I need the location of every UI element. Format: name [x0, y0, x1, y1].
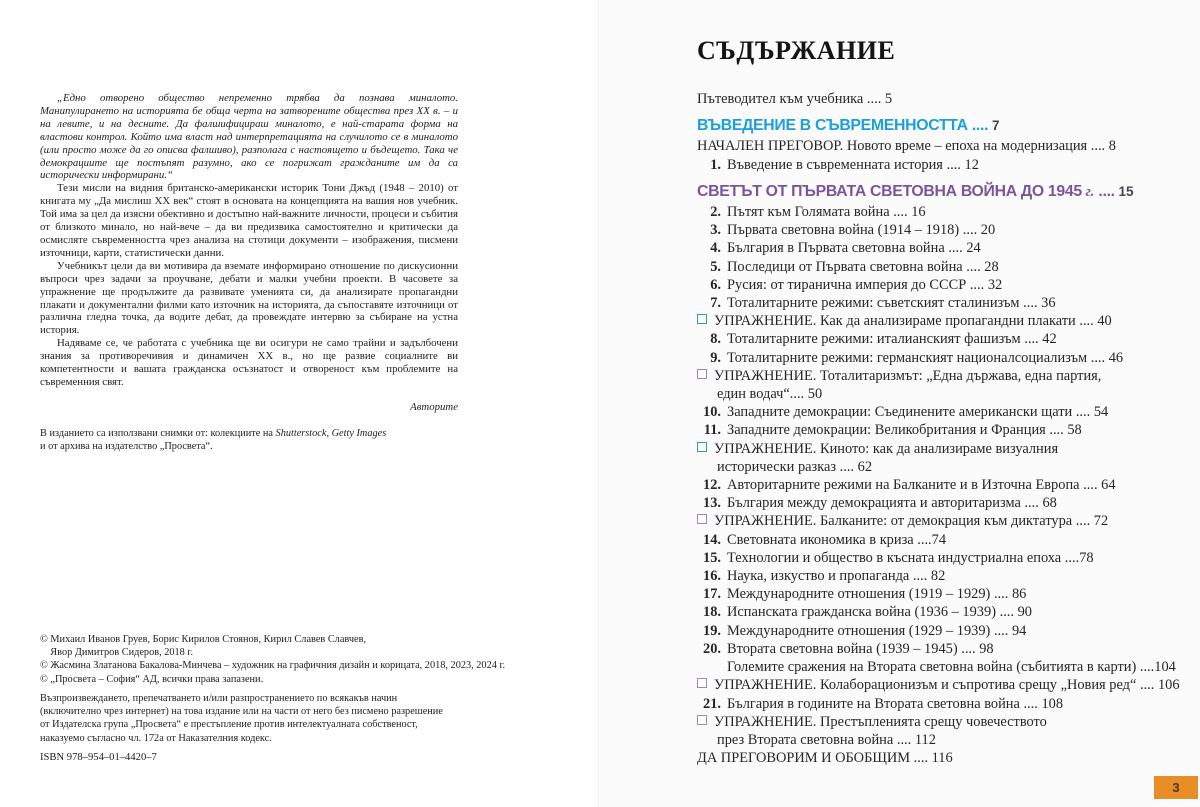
isbn: ISBN 978–954–01–4420–7 — [40, 752, 157, 763]
toc-page-number: 86 — [1011, 586, 1027, 603]
toc-exercise-row — [697, 312, 1175, 330]
toc-item-title: ДА ПРЕГОВОРИМ И ОБОБЩИМ — [697, 750, 911, 767]
toc-item-title: България в Първата световна война — [727, 240, 945, 257]
toc-row — [697, 90, 1175, 108]
toc-row — [697, 137, 1175, 155]
exercise-square-icon — [697, 369, 707, 379]
dots: .... — [1136, 677, 1158, 694]
toc-page-number: 72 — [1093, 513, 1109, 530]
toc-item-title: Западните демокрации: Съединените американски щати — [727, 404, 1073, 421]
toc-page-number: 68 — [1042, 495, 1057, 512]
toc-title: СЪДЪРЖАНИЕ — [697, 36, 896, 65]
dots: .... — [966, 276, 988, 293]
toc-item-title: Международните отношения (1919 – 1929) — [727, 586, 991, 603]
toc-item-title: Втората световна война (1939 – 1945) — [727, 640, 958, 657]
toc-page-number: 46 — [1108, 349, 1124, 366]
toc-item-title: Тоталитарните режими: германският националсоциализъм — [727, 349, 1088, 366]
dots: .... — [913, 531, 932, 548]
toc-row — [697, 567, 1175, 585]
toc-item-title: Световната икономика в криза — [727, 531, 914, 548]
toc-row — [697, 549, 1175, 567]
toc-row — [697, 585, 1175, 603]
toc-item-title: Наука, изкуство и пропаганда — [727, 568, 910, 585]
toc-list — [697, 90, 1180, 767]
toc-item-title: Пътят към Голямата война — [727, 204, 890, 221]
dots: .... — [1072, 513, 1094, 530]
exercise-square-icon — [697, 314, 707, 324]
dots: .... — [863, 91, 885, 107]
dots: .... — [1072, 404, 1094, 421]
toc-item-number: 20. — [703, 640, 721, 657]
toc-row — [697, 749, 1175, 767]
toc-item-number: 15. — [703, 549, 721, 566]
toc-item-title: УПРАЖНЕНИЕ. Как да анализираме пропагандни плакати — [714, 313, 1076, 330]
dots: .... — [1087, 138, 1109, 155]
credits-agencies: Shutterstock, Getty Images — [275, 428, 387, 439]
toc-page-number: 58 — [1067, 422, 1082, 439]
dots: .... — [957, 640, 980, 657]
toc-page-number: 40 — [1097, 313, 1112, 330]
intro-paragraph: Тези мисли на видния британско-американски историк Тони Джъд (1948 – 2010) от книгата му „Да мислиш ХХ век“ стоят в основата на концепцията на вашия нов учебник. Той има за цел да изясни обективно и достъпно най-важните личности, процеси и събития от близкото минало, но най-вече – да ви предизвика самостоятелно и критически да осмисляте съвременността чрез анализа на стотици документи – изображения, писмени източници, карти, статистически данни. — [40, 182, 458, 259]
toc-item-title: УПРАЖНЕНИЕ. Балканите: от демокрация към диктатура — [714, 513, 1073, 530]
toc-exercise-row — [697, 512, 1175, 530]
copyright-block — [40, 633, 505, 686]
exercise-square-icon — [697, 442, 707, 452]
toc-exercise-row — [697, 440, 1175, 476]
section-title: ВЪВЕДЕНИЕ В СЪВРЕМЕННОСТТА — [697, 117, 968, 135]
toc-row — [697, 658, 1175, 676]
toc-row — [697, 421, 1175, 439]
toc-item-number: 17. — [703, 586, 721, 603]
photo-credits-line: и от архива на издателство „Просвета“. — [40, 441, 213, 452]
intro-paragraph: Учебникът цели да ви мотивира да вземате информирано отношение по дискусионни въпроси чрез задачи за проучване, дебати и малки учебни проекти. В часовете за упражнение ще продължите да развивате уменията си, да анализирате пропагандни плакати и документални филми като източник на историята, да съпоставяте източници от различна гледна точка, да водите дебат, да провеждате интервю за събиране на устна история. — [40, 259, 458, 337]
toc-item-number: 12. — [703, 477, 721, 494]
toc-item-number: 19. — [703, 622, 721, 639]
toc-row — [697, 239, 1175, 257]
toc-page-number: 94 — [1011, 622, 1027, 639]
toc-item-number: 1. — [710, 156, 721, 173]
toc-item-number: 6. — [710, 276, 721, 293]
toc-section-header — [697, 183, 1175, 201]
toc-page-number: 24 — [966, 240, 981, 257]
page-number-badge: 3 — [1154, 776, 1198, 799]
exercise-square-icon — [697, 678, 707, 688]
toc-page-number: 116 — [931, 750, 953, 767]
toc-item-number: 16. — [703, 568, 721, 585]
toc-page-number: 74 — [931, 531, 947, 548]
toc-row — [697, 476, 1175, 494]
toc-page-number: 50 — [807, 386, 823, 403]
legal-line: (включително чрез интернет) на това издание или на части от него без писмено разрешение — [40, 706, 443, 718]
toc-page-number: 5 — [884, 91, 893, 107]
toc-row — [697, 294, 1175, 312]
dots: .... — [1079, 477, 1102, 494]
toc-page-number: 78 — [1079, 549, 1094, 566]
toc-item-title: УПРАЖНЕНИЕ. Киното: как да анализираме визуалния — [714, 440, 1059, 457]
dots: .... — [990, 622, 1012, 639]
toc-page-number: 54 — [1093, 404, 1109, 421]
dots: .... — [959, 222, 981, 239]
toc-page-number: 82 — [930, 568, 946, 585]
toc-row — [697, 156, 1175, 174]
toc-page-number: 64 — [1101, 477, 1116, 494]
copyright-line: © „Просвета – София“ АД, всички права запазени. — [40, 673, 264, 685]
toc-item-title: УПРАЖНЕНИЕ. Колаборационизъм и съпротива срещу „Новия ред“ — [714, 677, 1137, 694]
dots: .... — [996, 604, 1018, 621]
toc-item-title: НАЧАЛЕН ПРЕГОВОР. Новото време – епоха на модернизация — [697, 138, 1088, 155]
toc-item-title-cont: един водач“ — [717, 386, 790, 403]
toc-page-number: 106 — [1157, 677, 1180, 694]
toc-item-number: 7. — [710, 295, 721, 312]
toc-exercise-row — [697, 713, 1175, 749]
toc-item-title: Испанската гражданска война (1936 – 1939) — [727, 604, 996, 621]
toc-item-number: 4. — [710, 240, 721, 257]
toc-section-header — [697, 117, 1175, 135]
photo-credits-line — [40, 427, 386, 440]
dots: .... — [967, 117, 989, 135]
dots: .... — [789, 386, 808, 403]
legal-line: от Издателска група „Просвета“ е престъпление против интелектуалната собственост, — [40, 719, 418, 731]
legal-line: наказуемо съгласно чл. 172а от Наказателния кодекс. — [40, 732, 272, 744]
toc-page-number: 32 — [987, 276, 1003, 293]
toc-item-title: Русия: от тиранична империя до СССР — [727, 276, 967, 293]
toc-page-number: 36 — [1041, 295, 1056, 312]
toc-item-title-cont: през Втората световна война — [717, 731, 894, 748]
toc-item-title-cont: исторически разказ — [717, 458, 837, 475]
exercise-square-icon — [697, 514, 707, 524]
section-title-suffix: г. — [1081, 183, 1095, 200]
toc-item-number: 3. — [710, 222, 721, 239]
dots: .... — [1020, 331, 1043, 348]
toc-page-number: 108 — [1041, 695, 1064, 712]
toc-page-number: 42 — [1042, 331, 1057, 348]
toc-row — [697, 330, 1175, 348]
toc-row — [697, 603, 1175, 621]
intro-paragraphs — [40, 182, 458, 389]
copyright-line: © Жасмина Златанова Бакалова-Минчева – художник на графичния дизайн и корицата, 2018, 2023, 2024 г. — [40, 660, 506, 672]
toc-row — [697, 258, 1175, 276]
dots: .... — [1094, 182, 1115, 200]
toc-item-number: 5. — [710, 258, 721, 275]
toc-row — [697, 695, 1175, 713]
dots: .... — [962, 258, 985, 275]
exercise-square-icon — [697, 715, 707, 725]
toc-item-title: Технологии и общество в късната индустриална епоха — [727, 549, 1062, 566]
toc-page-number: 90 — [1017, 604, 1032, 621]
toc-exercise-row — [697, 676, 1180, 694]
toc-item-title: Първата световна война (1914 – 1918) — [727, 222, 960, 239]
toc-item-title: Тоталитарните режими: съветският сталинизъм — [727, 295, 1020, 312]
copyright-line: © Михаил Иванов Груев, Борис Кирилов Стоянов, Кирил Славев Славчев, — [40, 634, 367, 645]
toc-page-number: 62 — [857, 458, 873, 475]
dots: .... — [944, 240, 967, 257]
toc-item-number: 8. — [710, 331, 721, 348]
dots: .... — [1087, 349, 1109, 366]
dots: .... — [1020, 495, 1043, 512]
dots: .... — [1019, 695, 1042, 712]
toc-item-title: Тоталитарните режими: италианският фашизъм — [727, 331, 1021, 348]
toc-item-number: 18. — [703, 604, 721, 621]
toc-item-title: Последици от Първата световна война — [727, 258, 963, 275]
toc-row — [697, 531, 1175, 549]
toc-row — [697, 494, 1175, 512]
toc-page-number: 8 — [1108, 138, 1116, 155]
toc-row — [697, 640, 1175, 658]
toc-item-number: 21. — [703, 695, 721, 712]
toc-item-number: 2. — [710, 204, 721, 221]
dots: .... — [889, 204, 912, 221]
toc-exercise-row — [697, 367, 1175, 403]
dots: .... — [1136, 659, 1155, 676]
toc-page-number: 98 — [979, 640, 994, 657]
section-title: СВЕТЪТ ОТ ПЪРВАТА СВЕТОВНА ВОЙНА ДО 1945 — [697, 182, 1082, 200]
dots: .... — [1019, 295, 1042, 312]
toc-page-number: 28 — [984, 258, 999, 275]
toc-item-title: Авторитарните режими на Балканите и в Източна Европа — [727, 477, 1080, 494]
toc-page-number: 15 — [1114, 183, 1134, 199]
dots: .... — [909, 568, 931, 585]
toc-item-title: УПРАЖНЕНИЕ. Тоталитаризмът: „Една държава, една партия, — [714, 367, 1102, 384]
toc-page-number: 104 — [1154, 659, 1176, 676]
toc-item-title: Международните отношения (1929 – 1939) — [727, 622, 991, 639]
toc-item-title: България в годините на Втората световна война — [727, 695, 1020, 712]
toc-item-title: Големите сражения на Втората световна война (събитията в карти) — [727, 659, 1137, 676]
legal-line: Възпроизвеждането, препечатването и/или разпространението по всякакъв начин — [40, 693, 398, 704]
dots: .... — [1075, 313, 1098, 330]
intro-paragraph: Надяваме се, че работата с учебника ще ви осигури не само трайни и задълбочени знания за противоречивия и динамичен ХХ в., но ще развие социалните ви компетентности и вашата гражданска осъзнатост и отвореност към проблемите на съвременния свят. — [40, 337, 458, 388]
toc-item-title: България между демокрацията и авторитаризма — [727, 495, 1021, 512]
toc-row — [697, 349, 1175, 367]
toc-item-number: 10. — [703, 404, 721, 421]
toc-item-number: 14. — [703, 531, 721, 548]
toc-page-number: 16 — [911, 204, 926, 221]
toc-item-title: Западните демокрации: Великобритания и Франция — [727, 422, 1046, 439]
toc-row — [697, 276, 1175, 294]
toc-page-number: 20 — [980, 222, 996, 239]
toc-page-number: 7 — [988, 118, 1000, 134]
quote-paragraph: „Едно отворено общество непременно трябва да познава миналото. Манипулирането на историята бе обща черта на затворените общества през ХХ в. – и на левите, и на десните. Да фалшифицираш миналото, е най-старата форма на властови контрол. Който има власт над интерпретацията на случилото се в миналото (или просто може да го описва фалшиво), разполага с настоящето и бъдещето. Така че демокрациите ще постъпят разумно, ако се погрижат гражданите им да са исторически информирани.“ — [40, 92, 458, 182]
toc-item-number: 9. — [710, 349, 721, 366]
left-page — [40, 92, 458, 414]
dots: .... — [1045, 422, 1068, 439]
toc-item-title: УПРАЖНЕНИЕ. Престъпленията срещу човечеството — [714, 713, 1047, 730]
toc-item-title: Въведение в съвременната история — [727, 156, 943, 173]
dots: .... — [836, 458, 858, 475]
dots: .... — [893, 731, 915, 748]
toc-item-number: 13. — [703, 495, 721, 512]
copyright-line: Явор Димитров Сидеров, 2018 г. — [40, 647, 194, 659]
dots: .... — [1061, 549, 1080, 566]
dots: .... — [990, 586, 1012, 603]
legal-notice — [40, 692, 443, 745]
signature: Авторите — [410, 400, 458, 413]
toc-row — [697, 403, 1175, 421]
toc-item-title: Пътеводител към учебника — [697, 91, 864, 107]
photo-credits — [40, 427, 386, 453]
toc-row — [697, 622, 1175, 640]
toc-row — [697, 203, 1175, 221]
credits-text: В изданието са използвани снимки от: колекциите на — [40, 428, 276, 439]
toc-page-number: 112 — [914, 731, 936, 748]
toc-page-number: 12 — [964, 156, 979, 173]
dots: .... — [942, 156, 965, 173]
toc-row — [697, 221, 1175, 239]
dots: .... — [910, 750, 932, 767]
toc-item-number: 11. — [703, 422, 721, 439]
